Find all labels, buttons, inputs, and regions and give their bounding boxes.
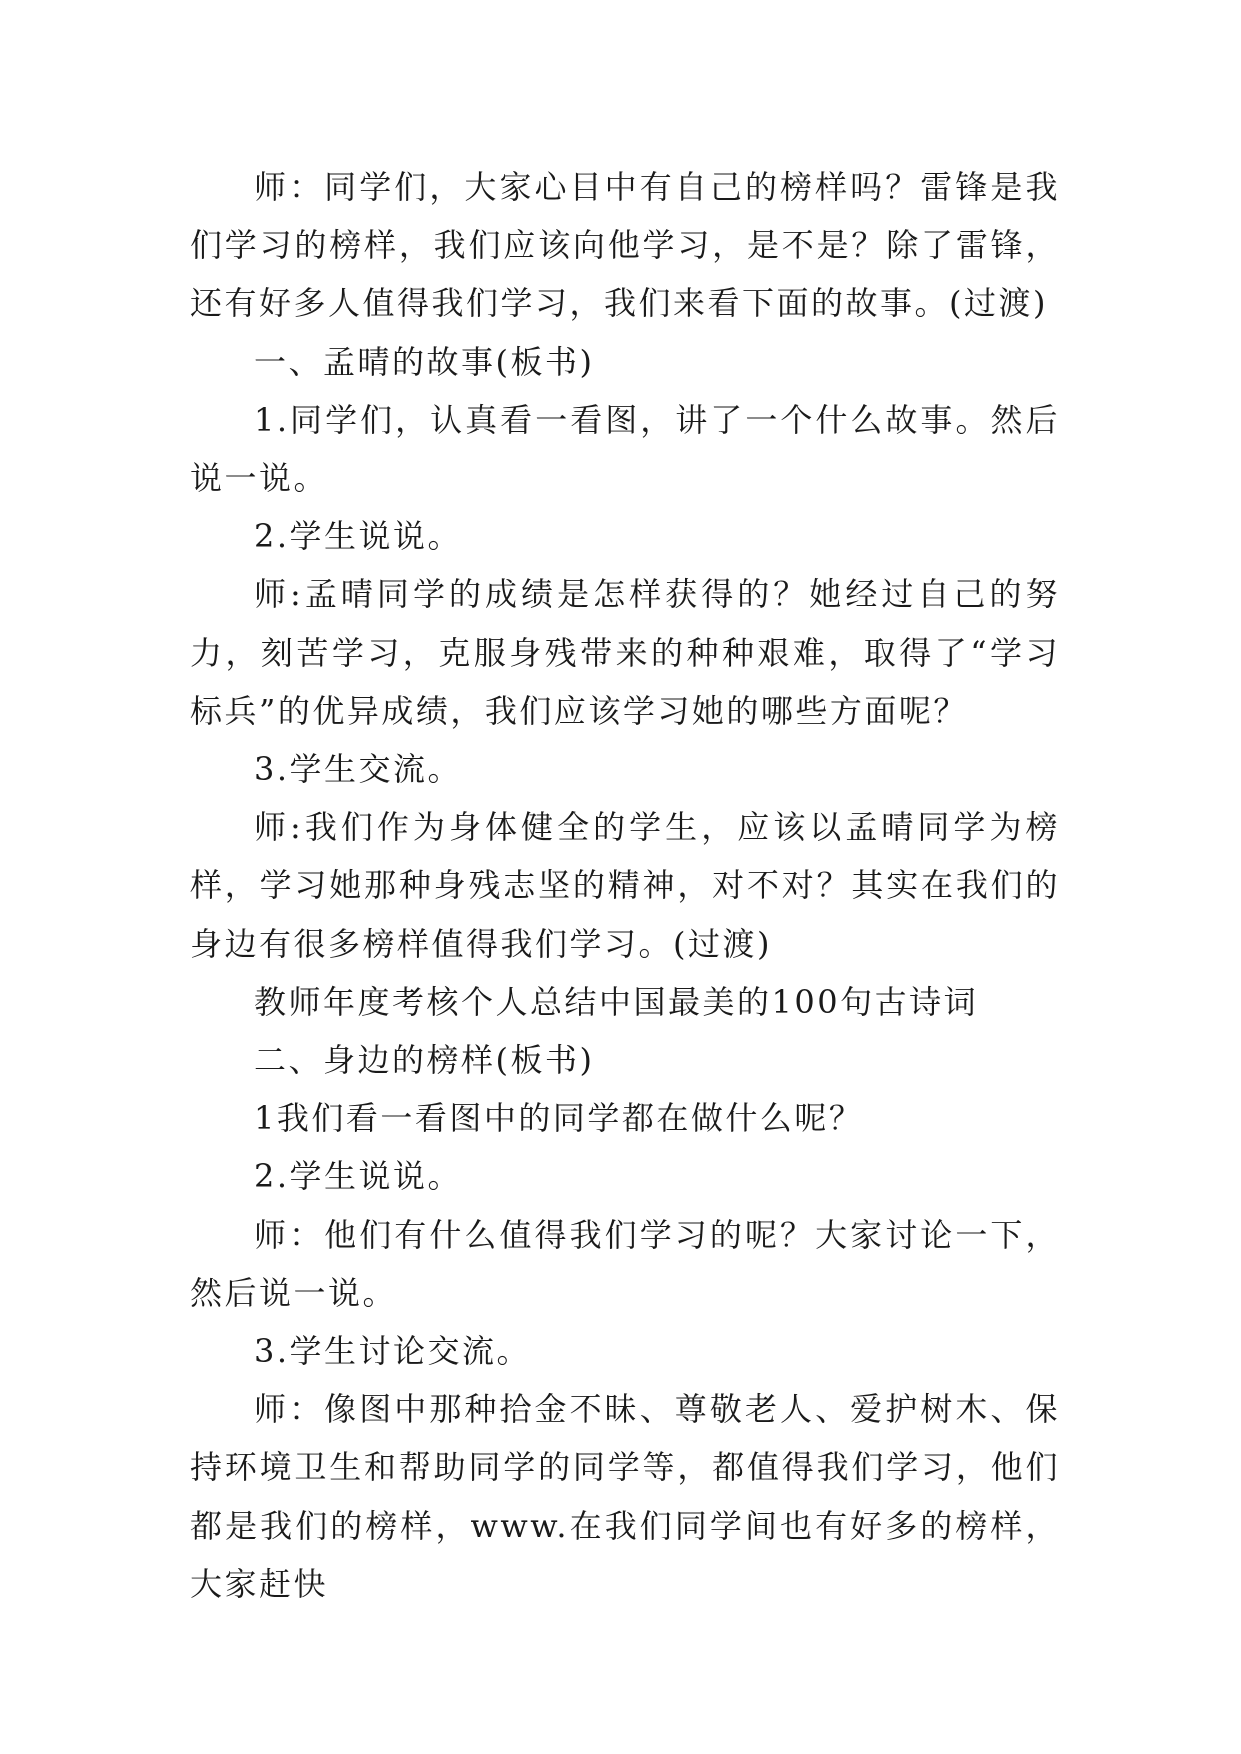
paragraph-teacher-intro: 师：同学们，大家心目中有自己的榜样吗？雷锋是我们学习的榜样，我们应该向他学习，是不是？除了雷锋，还有好多人值得我们学习，我们来看下面的故事。(过渡) — [190, 168, 1060, 323]
paragraph-step-2b: 2.学生说说。 — [254, 1157, 463, 1196]
paragraph-teacher-transition: 师:我们作为身体健全的学生，应该以孟晴同学为榜样，学习她那种身残志坚的精神，对不对？其实在我们的身边有很多榜样值得我们学习。(过渡) — [190, 808, 1060, 963]
section-heading-1: 一、孟晴的故事(板书) — [254, 342, 595, 381]
paragraph-teacher-summary: 师：像图中那种拾金不昧、尊敬老人、爱护树木、保持环境卫生和帮助同学的同学等，都值得我们学习，他们都是我们的榜样，www.在我们同学间也有好多的榜样，大家赶快 — [190, 1390, 1060, 1603]
section-heading-2: 二、身边的榜样(板书) — [254, 1041, 595, 1080]
paragraph-step-1b: 1我们看一看图中的同学都在做什么呢？ — [254, 1099, 864, 1138]
paragraph-inserted-link-text: 教师年度考核个人总结中国最美的100句古诗词 — [254, 982, 979, 1021]
paragraph-step-2: 2.学生说说。 — [254, 517, 463, 556]
paragraph-teacher-question: 师:孟晴同学的成绩是怎样获得的？她经过自己的努力，刻苦学习，克服身残带来的种种艰难，取得了“学习标兵”的优异成绩，我们应该学习她的哪些方面呢？ — [190, 575, 1060, 730]
paragraph-step-3b: 3.学生讨论交流。 — [254, 1332, 532, 1371]
paragraph-teacher-discussion: 师：他们有什么值得我们学习的呢？大家讨论一下，然后说一说。 — [190, 1215, 1060, 1312]
paragraph-step-3: 3.学生交流。 — [254, 750, 463, 789]
document-body — [190, 158, 1060, 1613]
paragraph-step-1: 1.同学们，认真看一看图，讲了一个什么故事。然后说一说。 — [190, 400, 1060, 498]
